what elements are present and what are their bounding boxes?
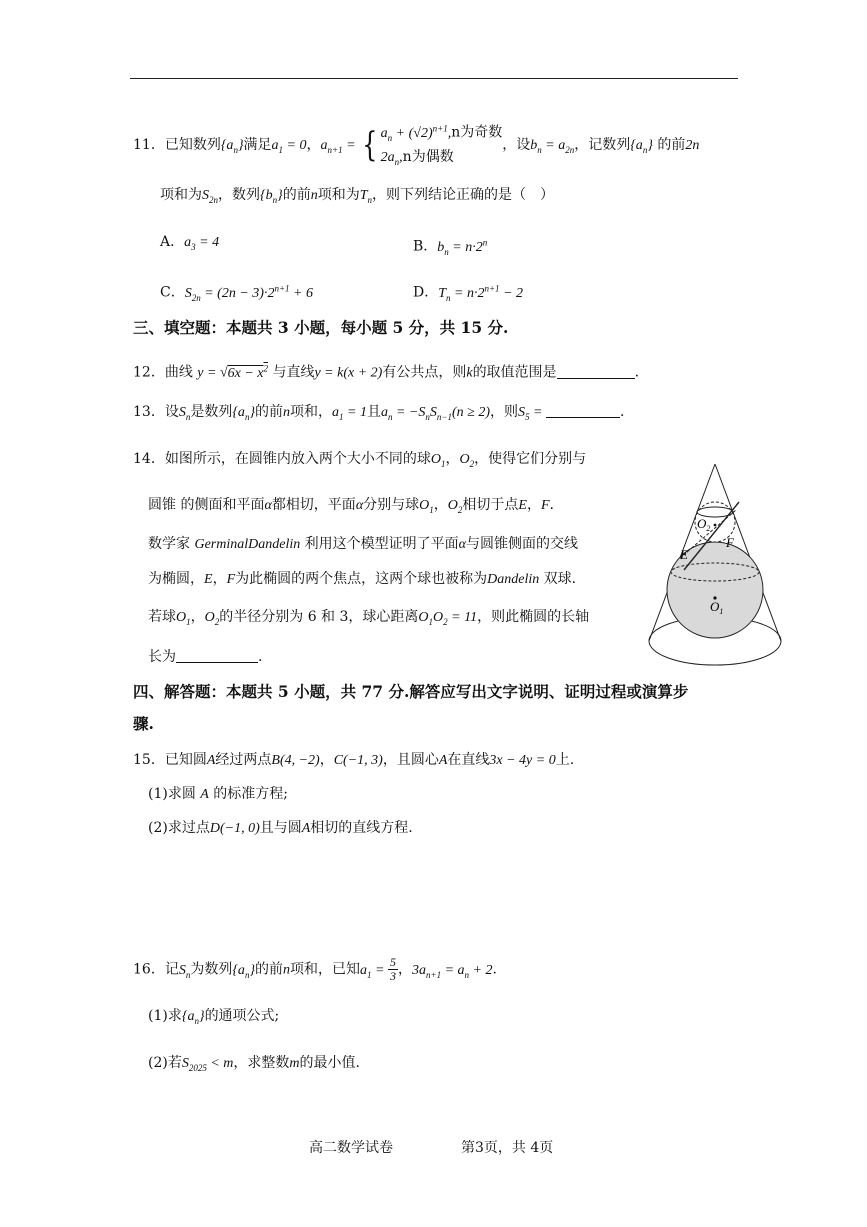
q11-line2: 项和为$S_{2n}$，数列$\{b_n\}$的前n项和为$T_n$，则下列结论正确的是（ ） (160, 187, 555, 205)
q13-answer-blank[interactable] (546, 403, 620, 418)
label-e: E (680, 547, 688, 562)
footer-title: 高二数学试卷 (309, 1140, 393, 1156)
q16-line: 16．记$S_n$为数列$\{a_n\}$的前n项和，已知$a_1$ = $\frac{5}{3}$ ，$3a_{n+1} = a_n + 2$. (133, 955, 497, 983)
q11-option-b: B．$b_n = n\cdot 2^n$ (413, 237, 488, 257)
q14-line2: 圆锥 的侧面和平面α都相切，平面α分别与球$O_1$，$O_2$相切于点E，F. (148, 497, 554, 515)
cases-brace: { (362, 125, 378, 166)
q15-part2: (2)求过点D(−1, 0)且与圆A相切的直线方程. (148, 820, 413, 836)
label-o1: $O_1$ (710, 599, 724, 616)
q15-line: 15．已知圆A经过两点B(4, −2)，C(−1, 3)，且圆心A在直线3x − 4y = 0上. (133, 752, 575, 768)
q14-line6: 长为 . (148, 649, 263, 665)
q16-part1: (1)求$\{a_n\}$的通项公式; (148, 1008, 280, 1026)
label-f: F (726, 535, 734, 550)
footer-page-number: 第3页，共 4页 (461, 1140, 554, 1156)
q14-line4: 为椭圆，E，F为此椭圆的两个焦点，这两个球也被称为Dandelin 双球. (148, 571, 577, 587)
cone-figure (640, 458, 790, 670)
q11-option-d: D．$T_n = n\cdot 2^{n+1} - 2$ (413, 283, 524, 303)
q15-part1: (1)求圆 A 的标准方程; (148, 786, 289, 802)
q14-answer-blank[interactable] (176, 648, 258, 663)
label-o2: $O_2$ (697, 516, 711, 533)
q11-option-a: A．$a_3 = 4$ (160, 234, 220, 252)
q16-part2: (2)若$S_{2025} < m$，求整数m的最小值. (148, 1055, 360, 1073)
q13-line: 13．设$S_n$是数列$\{a_n\}$的前n项和，$a_1 = 1$且$a_n = -S_nS_{n-1}(n \ge 2)$，则$S_5$ = . (133, 404, 625, 422)
q11-cases: $a_n + (√2)^{n+1},n$为奇数 $2a_n,n$为偶数 (380, 123, 503, 168)
section4-title-line1: 四、解答题：本题共 5 小题，共 77 分.解答应写出文字说明、证明过程或演算步 (133, 682, 689, 701)
center-o2-dot (714, 524, 717, 527)
q14-line5: 若球$O_1$，$O_2$的半径分别为 6 和 3，球心距离$O_1O_2 = 11$，则此椭圆的长轴 (148, 609, 590, 627)
section4-title-line2: 骤. (133, 714, 154, 733)
q12-answer-blank[interactable] (557, 364, 635, 379)
q14-line3: 数学家 GerminalDandelin 利用这个模型证明了平面α与圆锥侧面的交线 (148, 536, 579, 552)
q12-line: 12．曲线 $y = √6x - x^2$ 与直线y = k(x + 2)有公共点，则k的取值范围是 . (133, 363, 640, 381)
q11-line1: 11．已知数列$\{a_n\}$满足$a_1 = 0$，$a_{n+1}$ = { $a_n + (√2)^{n+1},n$为奇数 $2a_n,n$为偶数，设$b_n = a_{2n}$，记数列$\{a_n\}$ 的前2n (133, 118, 699, 172)
fraction-5-3: $\frac{5}{3}$ (390, 955, 396, 983)
q11-option-c: C．$S_{2n} = (2n - 3)\cdot 2^{n+1} + 6$ (160, 283, 313, 303)
header-rule (130, 78, 738, 79)
q14-line1: 14．如图所示，在圆锥内放入两个大小不同的球$O_1$，$O_2$，使得它们分别与 (133, 451, 587, 469)
section3-title: 三、填空题：本题共 3 小题，每小题 5 分，共 15 分. (133, 318, 509, 337)
